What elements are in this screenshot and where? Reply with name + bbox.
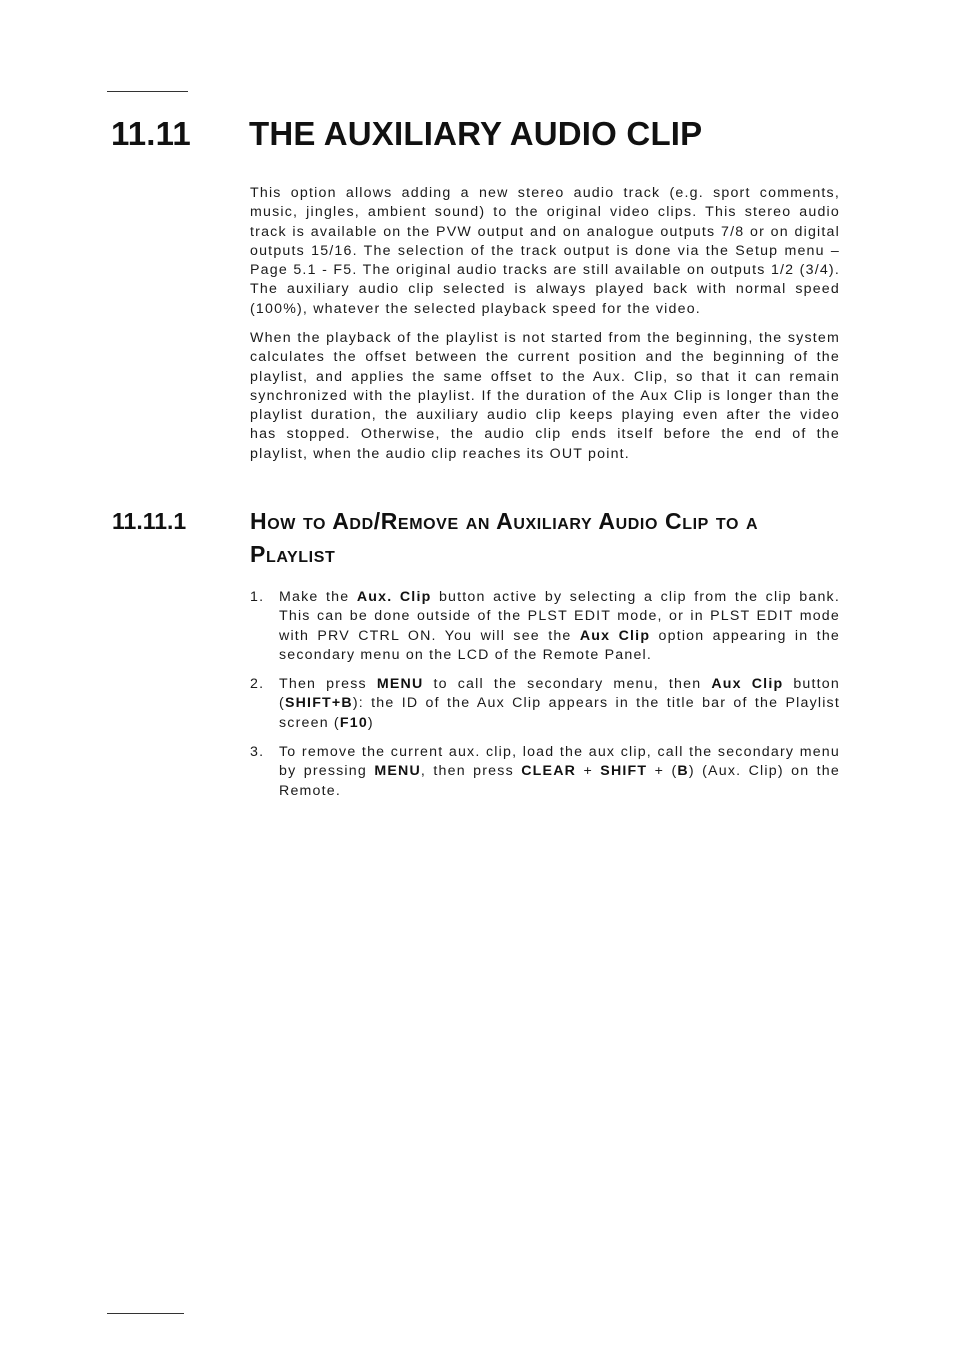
section-heading (111, 115, 702, 153)
step-text-run: option appearing in the secondary menu on the LCD of the Remote Panel. (279, 627, 841, 663)
step-text-run: + (576, 763, 601, 780)
key-term: SHIFT+B (284, 695, 353, 712)
step-text-run: Make the (279, 589, 357, 605)
step-text (279, 589, 840, 663)
step-text-run: to call the secondary menu, then (423, 676, 712, 693)
sync-paragraph: When the playback of the playlist is not started from the beginning, the system calculates the offset between the current position and the beginning of the playlist, and applies the same offset to the Aux. Clip, so that it can remain synchronized with the playlist. If the duration of the Aux Clip is longer than the playlist duration, the auxiliary audio clip keeps playing even after the video has stopped. Otherwise, the audio clip ends itself before the end of the playlist, when the audio clip reaches its OUT point. (250, 330, 840, 462)
header-rule (107, 91, 188, 92)
key-term: MENU (376, 676, 424, 693)
key-term: CLEAR (521, 763, 577, 780)
step-number: 1. (250, 589, 265, 605)
step-text (279, 676, 840, 731)
step-text-run: button ( (279, 676, 840, 712)
footer-rule (107, 1313, 184, 1314)
section-number: 11.11 (111, 115, 191, 152)
subsection-title: How to Add/Remove an Auxiliary Audio Clip to a Playlist (250, 508, 759, 567)
key-term: Aux. Clip (356, 589, 432, 605)
step-text (279, 744, 840, 799)
key-term: Aux Clip (711, 676, 784, 693)
step-number: 3. (250, 744, 265, 761)
subsection-number: 11.11.1 (112, 508, 187, 534)
step-text-run: + ( (647, 763, 678, 780)
step-text-run: ): the ID of the Aux Clip appears in the title bar of the Playlist screen ( (279, 695, 840, 731)
step-text-run: button active by selecting a clip from the clip bank. This can be done outside of the PLST EDIT mode, or in PLST EDIT mode with PRV CTRL ON. You will see the (279, 589, 840, 644)
key-term: F10 (339, 714, 368, 731)
section-title: THE AUXILIARY AUDIO CLIP (249, 115, 703, 152)
steps-list (250, 588, 840, 811)
key-term: B (677, 763, 689, 780)
intro-paragraph: This option allows adding a new stereo audio track (e.g. sport comments, music, jingles, ambient sound) to the original video clips. This stereo audio track is available on the PVW output and on analogue outputs 7/8 or on digital outputs 15/16. The selection of the track output is done via the Setup menu – Page 5.1 - F5. The original audio tracks are still available on outputs 1/2 (3/4). The auxiliary audio clip selected is always played back with normal speed (100%), whatever the selected playback speed for the video. (250, 185, 840, 317)
step-text-run: , then press (420, 763, 522, 780)
list-item (250, 675, 840, 733)
step-text-run: To remove the current aux. clip, load the aux clip, call the secondary menu by pressing (279, 744, 840, 780)
sync-paragraph-block (250, 329, 840, 464)
key-term: MENU (374, 763, 421, 780)
intro-paragraph-block (250, 184, 840, 319)
step-text-run: ) (Aux. Clip) on the Remote. (279, 763, 840, 799)
key-term: SHIFT (600, 763, 648, 780)
list-item (250, 588, 840, 665)
step-text-run: ) (367, 714, 374, 731)
step-number: 2. (250, 676, 265, 693)
key-term: Aux Clip (579, 627, 651, 644)
step-text-run: Then press (279, 676, 377, 693)
list-item (250, 743, 840, 801)
